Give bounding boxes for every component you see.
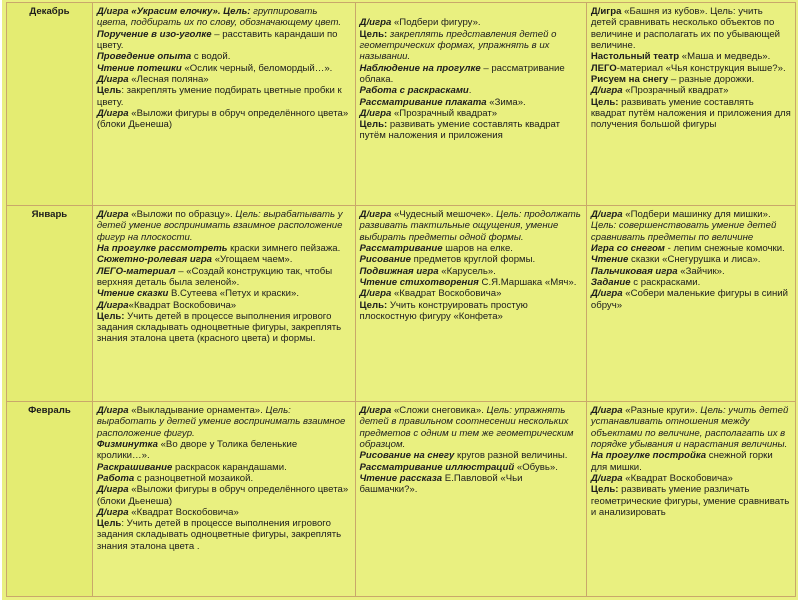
text-run: «Во дворе у Толика беленькие кролики…». — [96, 438, 298, 462]
text-run: Рассматривание плаката — [359, 96, 487, 108]
text-run: ЛЕГО-материал — [96, 265, 176, 277]
activity-paragraph — [591, 405, 791, 450]
activity-paragraph — [97, 405, 351, 439]
activity-paragraph — [591, 243, 791, 254]
text-run: с разноцветной мозаикой. — [134, 472, 254, 484]
activity-paragraph — [97, 473, 351, 484]
text-run: «Маша и медведь». — [679, 51, 771, 63]
text-run: Цель: — [496, 209, 522, 220]
text-run: Рисование на снегу — [359, 450, 455, 462]
text-run: Д/игра — [359, 288, 392, 300]
activity-paragraph — [591, 6, 791, 51]
activity-paragraph — [97, 51, 351, 62]
text-run: Наблюдение на прогулке — [359, 62, 481, 74]
activity-cell — [92, 402, 355, 597]
activity-paragraph — [360, 63, 582, 86]
text-run: вырабатывать у детей умение воспринимать взаимное расположение фигур на плоскости. — [96, 209, 343, 243]
text-run: Д/игра — [590, 6, 622, 17]
text-run: Цель: — [359, 119, 388, 131]
text-run: Проведение опыта — [96, 51, 192, 63]
text-run: Сюжетно-ролевая игра — [96, 254, 213, 266]
text-run: «Зима». — [486, 96, 526, 108]
text-run: Д/игра — [359, 209, 392, 220]
text-run: «Ослик черный, беломордый…». — [181, 62, 333, 74]
activity-paragraph — [591, 209, 791, 243]
activity-cell — [586, 206, 795, 402]
text-run: Д/игра — [96, 107, 129, 119]
text-run: Д/игра — [96, 299, 129, 311]
text-run: Рисуем на снегу — [590, 73, 669, 85]
activity-paragraph — [360, 405, 582, 450]
text-run: «Выкладывание орнамента». — [128, 405, 266, 416]
text-run: Цель: — [235, 209, 261, 220]
text-run: Д/игра — [359, 405, 392, 416]
text-run: Д/игра — [590, 288, 623, 300]
text-run: развивать умение составлять квадрат путём наложения и приложения для получения большой фигуры — [590, 96, 791, 131]
text-run: Рассматривание — [359, 242, 443, 254]
text-run: Д/игра «Украсим елочку». Цель: — [96, 6, 251, 17]
text-run: Цель: — [359, 299, 388, 311]
text-run: «Лесная поляна» — [128, 73, 209, 85]
text-run: Цель — [96, 85, 122, 97]
text-run: -материал «Чья конструкция выше?». — [616, 62, 786, 74]
activity-cell — [586, 402, 795, 597]
activity-paragraph — [360, 288, 582, 299]
text-run: Цель: — [359, 28, 388, 40]
activity-paragraph — [591, 97, 791, 131]
text-run: шаров на елке. — [442, 242, 513, 254]
text-run: сказки «Снегурушка и лиса». — [628, 254, 761, 266]
activity-paragraph — [360, 450, 582, 461]
activity-paragraph — [360, 119, 582, 142]
activity-paragraph — [591, 254, 791, 265]
text-run: «Собери маленькие фигуры в синий обруч» — [590, 288, 788, 311]
text-run: Пальчиковая игра — [590, 265, 678, 277]
text-run: – разные дорожки. — [668, 73, 755, 85]
text-run: Д/игра — [590, 405, 623, 416]
activity-paragraph — [360, 29, 582, 63]
text-run: «Подбери машинку для мишки». — [622, 209, 771, 220]
text-run: Чтение стихотворения — [359, 276, 479, 288]
text-run: «Выложи по образцу». — [128, 209, 236, 220]
text-run: С.Я.Маршака «Мяч». — [478, 276, 577, 288]
text-run: На прогулке постройка — [590, 450, 707, 462]
text-run: снежной горки для мишки. — [590, 450, 773, 473]
text-run: кругов разной величины. — [454, 450, 568, 462]
text-run: – расставить карандаши по цвету. — [96, 28, 338, 51]
text-run: «Квадрат Воскобовича» — [128, 506, 239, 518]
text-run: Цель: — [590, 96, 619, 108]
text-run: «Подбери фигуру». — [391, 17, 481, 29]
text-run: : закреплять умение подбирать цветные пробки к цвету. — [96, 85, 342, 108]
text-run: Цель: — [486, 405, 512, 416]
activity-paragraph — [591, 63, 791, 74]
text-run: Цель: — [590, 484, 619, 496]
activity-paragraph — [591, 51, 791, 62]
text-run: предметов круглой формы. — [410, 254, 536, 266]
text-run: «Разные круги». — [622, 405, 701, 416]
text-run: Рассматривание иллюстраций — [359, 461, 515, 473]
activity-paragraph — [591, 85, 791, 96]
activity-paragraph — [360, 277, 582, 288]
text-run: упражнять детей в правильном соотнесении нескольких предметов с одним и тем же геометрическим образцом. — [359, 405, 574, 450]
text-run: Рисование — [359, 254, 411, 266]
activity-paragraph — [360, 266, 582, 277]
text-run: Д/игра — [96, 73, 129, 85]
text-run: Чтение рассказа — [359, 472, 443, 484]
activity-paragraph — [360, 85, 582, 96]
text-run: краски зимнего пейзажа. — [227, 242, 341, 254]
text-run: Задание — [590, 276, 631, 288]
text-run: «Прозрачный квадрат» — [622, 85, 729, 97]
activity-paragraph — [360, 209, 582, 243]
activity-paragraph — [97, 243, 351, 254]
activity-plan-table — [6, 2, 796, 597]
text-run: Д/игра — [96, 209, 129, 220]
activity-cell — [92, 3, 355, 206]
table-row — [7, 206, 796, 402]
text-run: Д/игра — [590, 472, 623, 484]
activity-paragraph — [97, 439, 351, 462]
activity-paragraph — [360, 6, 582, 17]
text-run: раскрасок карандашами. — [172, 461, 287, 473]
activity-paragraph — [360, 243, 582, 254]
activity-paragraph — [97, 85, 351, 108]
text-run: Цель: — [96, 310, 125, 322]
text-run: с раскрасками. — [630, 276, 701, 288]
text-run: Настольный театр — [590, 51, 680, 63]
activity-paragraph — [360, 462, 582, 473]
text-run: Чтение — [590, 254, 629, 266]
text-run: «Обувь». — [514, 461, 558, 473]
text-run: Учить детей в процессе выполнения игрового задания складывать одноцветные фигуры, закреплять знания эталона цвета (красного цвета) и формы. — [96, 310, 342, 345]
text-run: ЛЕГО — [590, 62, 617, 74]
activity-paragraph — [97, 108, 351, 131]
month-cell: Январь — [7, 206, 93, 402]
table-row — [7, 402, 796, 597]
text-run: Цель — [96, 518, 122, 530]
activity-paragraph — [97, 254, 351, 265]
text-run: Чтение потешки — [96, 62, 182, 74]
text-run: . — [468, 85, 472, 97]
text-run: «Зайчик». — [677, 265, 725, 277]
text-run: продолжать развивать тактильные ощущения, умение выбирать предметы одной формы. — [359, 209, 581, 243]
text-run: – рассматривание облака. — [359, 62, 565, 85]
activity-paragraph — [591, 450, 791, 473]
table-row — [7, 3, 796, 206]
text-run: «Выложи фигуры в обруч определённого цвета» (блоки Дьенеша) — [96, 107, 349, 131]
activity-paragraph — [97, 300, 351, 311]
text-run: Цель: — [265, 405, 291, 416]
text-run: Учить конструировать простую плоскостную фигуру «Конфета» — [359, 299, 528, 322]
month-cell: Декабрь — [7, 3, 93, 206]
activity-cell — [355, 206, 586, 402]
text-run: Цель: — [590, 220, 617, 232]
activity-paragraph — [591, 484, 791, 518]
text-run: Поручение в изо-уголке — [96, 28, 212, 40]
activity-paragraph — [360, 473, 582, 496]
activity-paragraph — [97, 462, 351, 473]
activity-paragraph — [360, 97, 582, 108]
activity-paragraph — [97, 507, 351, 518]
activity-paragraph — [97, 311, 351, 345]
text-run: учить детей устанавливать отношения между объектами по величине, располагать их в порядке убывания и нарастания величины. — [590, 405, 789, 450]
activity-paragraph — [591, 288, 791, 311]
text-run: закреплять представления детей о геометрических формах, упражнять в их назывании. — [359, 28, 557, 63]
activity-paragraph — [97, 518, 351, 552]
text-run: Д/игра — [590, 209, 623, 220]
month-cell: Февраль — [7, 402, 93, 597]
text-run: Д/игра — [359, 17, 392, 29]
text-run: развивать умение составлять квадрат путём наложения и приложения — [359, 119, 561, 142]
slide-background — [2, 0, 798, 600]
text-run: Д/игра — [96, 405, 129, 416]
activity-paragraph — [97, 484, 351, 507]
text-run: Д/игра — [590, 85, 623, 97]
text-run: Работа с раскрасками — [359, 85, 469, 97]
text-run: с водой. — [191, 51, 231, 63]
text-run: «Прозрачный квадрат» — [391, 107, 498, 119]
text-run: В.Сутеева «Петух и краски». — [168, 288, 299, 300]
activity-paragraph — [360, 300, 582, 323]
text-run: группировать цвета, подбирать их по слову, обозначающему цвет. — [96, 6, 342, 29]
text-run: совершенствовать умение детей сравнивать предметы по величине — [590, 220, 777, 243]
activity-paragraph — [360, 108, 582, 119]
activity-paragraph — [97, 288, 351, 299]
activity-paragraph — [360, 17, 582, 28]
text-run: Игра со снегом — [590, 242, 665, 254]
text-run: – «Создай конструкцию так, чтобы верхняя деталь была зеленой». — [96, 265, 333, 288]
activity-paragraph — [97, 74, 351, 85]
text-run: - лепим снежные комочки. — [664, 242, 785, 254]
text-run: «Чудесный мешочек». — [391, 209, 497, 220]
text-run: «Квадрат Воскобовича» — [128, 299, 237, 311]
activity-paragraph — [97, 63, 351, 74]
text-run: «Сложи снеговика». — [391, 405, 487, 416]
text-run: Подвижная игра — [359, 265, 439, 277]
activity-cell — [586, 3, 795, 206]
text-run: Д/игра — [96, 484, 129, 496]
text-run: Д/игра — [359, 107, 392, 119]
text-run: «Квадрат Воскобовича» — [622, 472, 733, 484]
activity-paragraph — [97, 209, 351, 243]
text-run: Цель: — [700, 405, 726, 416]
activity-cell — [92, 206, 355, 402]
text-run: Е.Павловой «Чьи башмачки?». — [359, 472, 523, 496]
text-run: «Выложи фигуры в обруч определённого цвета» (блоки Дьенеша) — [96, 484, 349, 507]
activity-paragraph — [97, 266, 351, 289]
activity-paragraph — [360, 254, 582, 265]
text-run: : Учить детей в процессе выполнения игрового задания складывать одноцветные фигуры, закреплять знания эталона цвета . — [96, 518, 342, 552]
text-run: «Карусель». — [438, 265, 496, 277]
text-run: Раскрашивание — [96, 461, 173, 473]
activity-paragraph — [591, 277, 791, 288]
activity-paragraph — [591, 266, 791, 277]
text-run: выработать у детей умение воспринимать взаимное расположение фигур. — [96, 416, 346, 439]
activity-paragraph — [591, 473, 791, 484]
text-run: «Башня из кубов». Цель: учить детей сравнивать несколько объектов по величине и располагать их по убывающей величине. — [590, 6, 781, 51]
text-run: Физминутка — [96, 438, 158, 450]
text-run: На прогулке рассмотреть — [96, 242, 228, 254]
text-run: «Угощаем чаем». — [212, 254, 293, 266]
text-run: Д/игра — [96, 506, 129, 518]
text-run: развивать умение различать геометрические фигуры, умение сравнивать и анализировать — [590, 484, 790, 518]
activity-paragraph — [97, 29, 351, 52]
activity-cell — [355, 402, 586, 597]
text-run: Чтение сказки — [96, 288, 169, 300]
text-run: «Квадрат Воскобовича» — [391, 288, 502, 300]
activity-paragraph — [97, 6, 351, 29]
activity-cell — [355, 3, 586, 206]
activity-paragraph — [591, 74, 791, 85]
text-run: Работа — [96, 472, 135, 484]
